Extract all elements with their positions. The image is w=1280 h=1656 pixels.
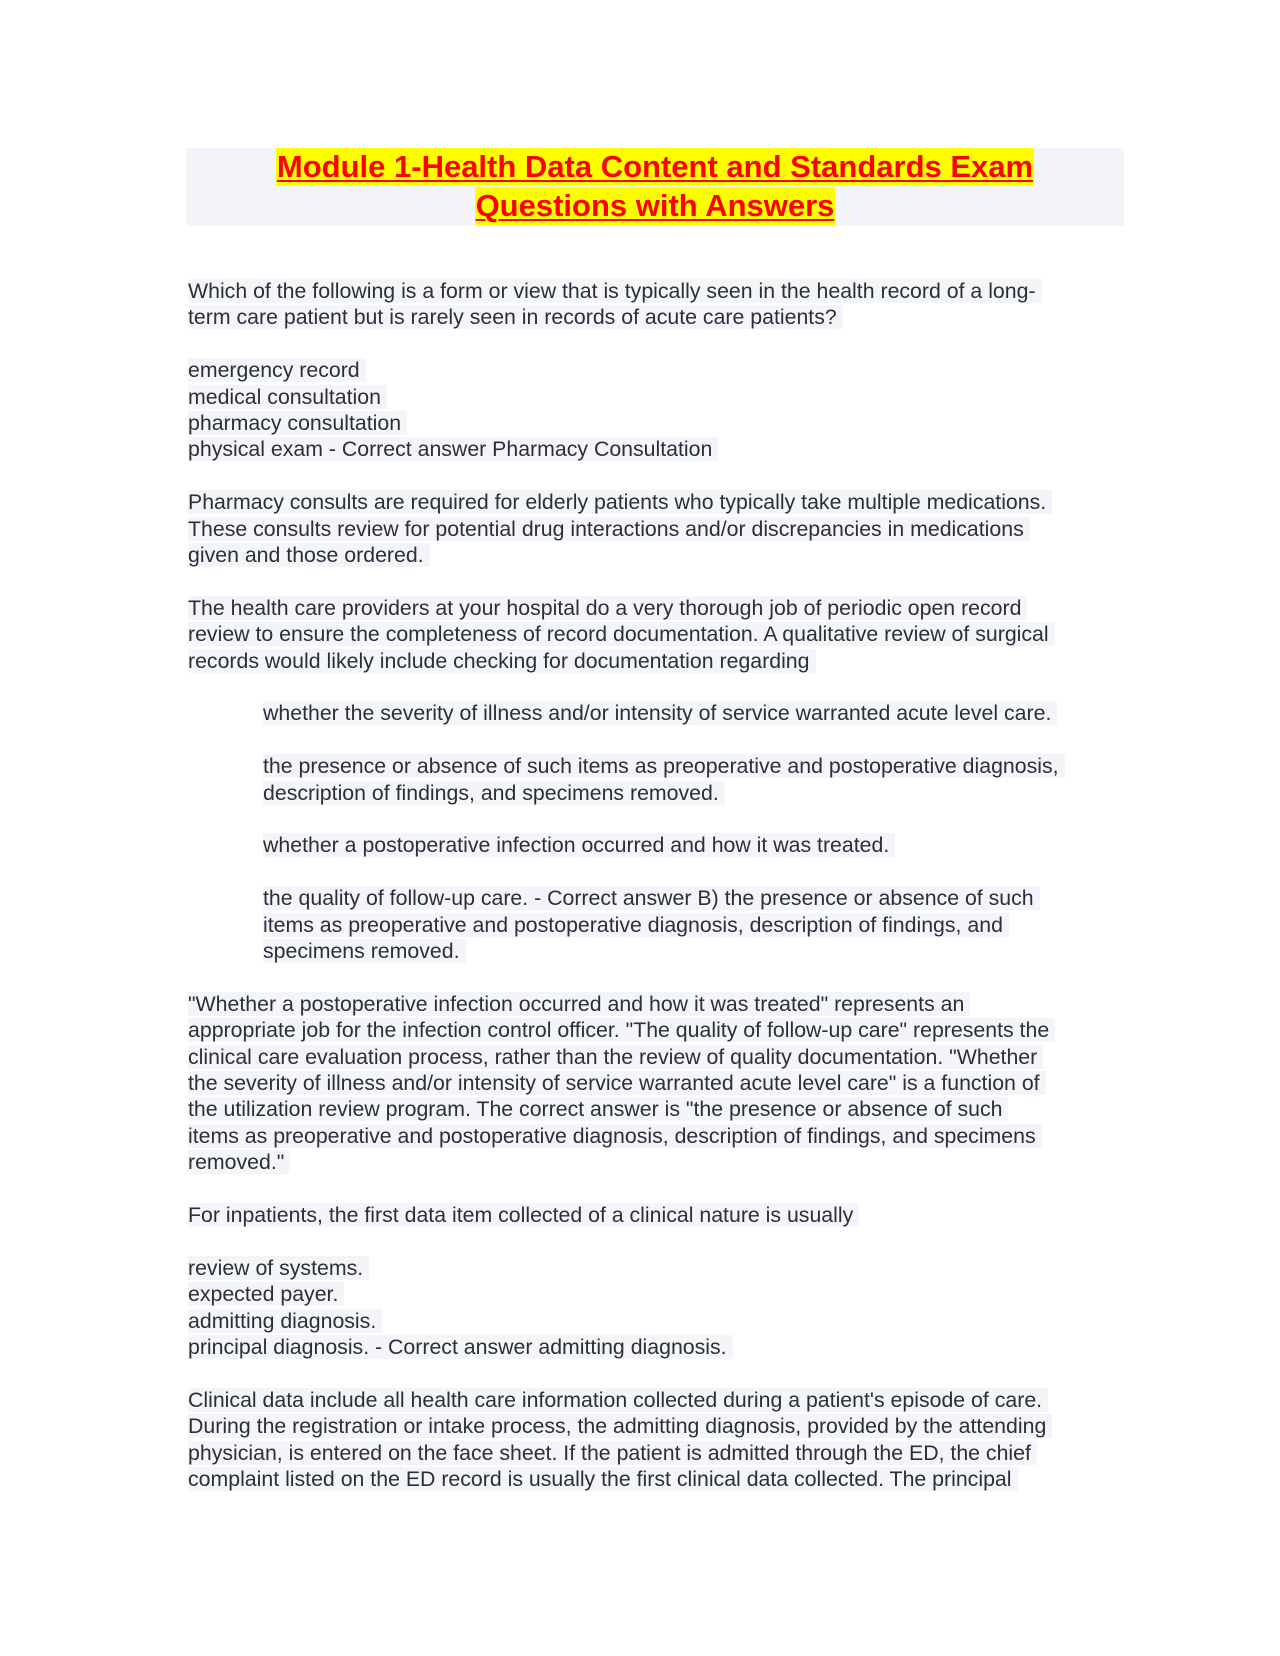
option-line: review of systems.: [188, 1256, 369, 1280]
text-line: the severity of illness and/or intensity of service warranted acute level care" is a function of: [188, 1071, 1046, 1095]
text-line: The health care providers at your hospital do a very thorough job of periodic open record: [188, 596, 1027, 620]
question-3-explanation: [188, 1387, 1138, 1493]
option-line: medical consultation: [188, 385, 387, 409]
question-3-options: [188, 1255, 1138, 1361]
option-line: pharmacy consultation: [188, 411, 407, 435]
text-line: During the registration or intake process, the admitting diagnosis, provided by the attending: [188, 1414, 1052, 1438]
text-line: Clinical data include all health care information collected during a patient's episode of care.: [188, 1388, 1048, 1412]
option-line: items as preoperative and postoperative diagnosis, description of findings, and: [263, 913, 1009, 937]
text-line: appropriate job for the infection control officer. "The quality of follow-up care" represents the: [188, 1018, 1055, 1042]
option-line: whether the severity of illness and/or intensity of service warranted acute level care.: [263, 701, 1057, 725]
question-3-text: [188, 1202, 1138, 1228]
question-1-options: [188, 357, 1138, 463]
question-2-option-b: [188, 753, 1138, 806]
question-2-option-a: [188, 700, 1138, 726]
option-line-answer: physical exam - Correct answer Pharmacy Consultation: [188, 437, 718, 461]
option-line: whether a postoperative infection occurred and how it was treated.: [263, 833, 895, 857]
text-line: complaint listed on the ED record is usually the first clinical data collected. The principal: [188, 1467, 1018, 1491]
text-line: review to ensure the completeness of record documentation. A qualitative review of surgical: [188, 622, 1055, 646]
question-2-option-d: [188, 885, 1138, 964]
text-line: For inpatients, the first data item collected of a clinical nature is usually: [188, 1203, 859, 1227]
document-body: [188, 278, 1138, 1519]
question-2-explanation: [188, 991, 1138, 1176]
text-line: term care patient but is rarely seen in records of acute care patients?: [188, 305, 843, 329]
text-line: records would likely include checking for documentation regarding: [188, 649, 816, 673]
question-2-text: [188, 595, 1138, 674]
text-line: "Whether a postoperative infection occurred and how it was treated" represents an: [188, 992, 970, 1016]
document-title: [186, 148, 1124, 226]
text-line: the utilization review program. The correct answer is "the presence or absence of such: [188, 1097, 1008, 1121]
option-line: specimens removed.: [263, 939, 466, 963]
option-line: admitting diagnosis.: [188, 1309, 382, 1333]
text-line: These consults review for potential drug interactions and/or discrepancies in medications: [188, 517, 1030, 541]
text-line: clinical care evaluation process, rather than the review of quality documentation. "Whether: [188, 1045, 1043, 1069]
text-line: Pharmacy consults are required for elderly patients who typically take multiple medications.: [188, 490, 1052, 514]
question-2-option-c: [188, 832, 1138, 858]
option-line-answer: principal diagnosis. - Correct answer admitting diagnosis.: [188, 1335, 733, 1359]
text-line: physician, is entered on the face sheet. If the patient is admitted through the ED, the chief: [188, 1441, 1037, 1465]
option-line: the quality of follow-up care. - Correct answer B) the presence or absence of such: [263, 886, 1040, 910]
option-line: emergency record: [188, 358, 366, 382]
option-line: description of findings, and specimens removed.: [263, 781, 725, 805]
text-line: items as preoperative and postoperative diagnosis, description of findings, and specimens: [188, 1124, 1042, 1148]
text-line: given and those ordered.: [188, 543, 430, 567]
text-line: Which of the following is a form or view that is typically seen in the health record of a long-: [188, 279, 1042, 303]
text-line: removed.": [188, 1150, 290, 1174]
question-1-text: [188, 278, 1138, 331]
option-line: expected payer.: [188, 1282, 344, 1306]
title-line-1: Module 1-Health Data Content and Standards Exam: [276, 149, 1034, 184]
option-line: the presence or absence of such items as preoperative and postoperative diagnosis,: [263, 754, 1065, 778]
question-1-explanation: [188, 489, 1138, 568]
title-line-2: Questions with Answers: [475, 188, 835, 223]
